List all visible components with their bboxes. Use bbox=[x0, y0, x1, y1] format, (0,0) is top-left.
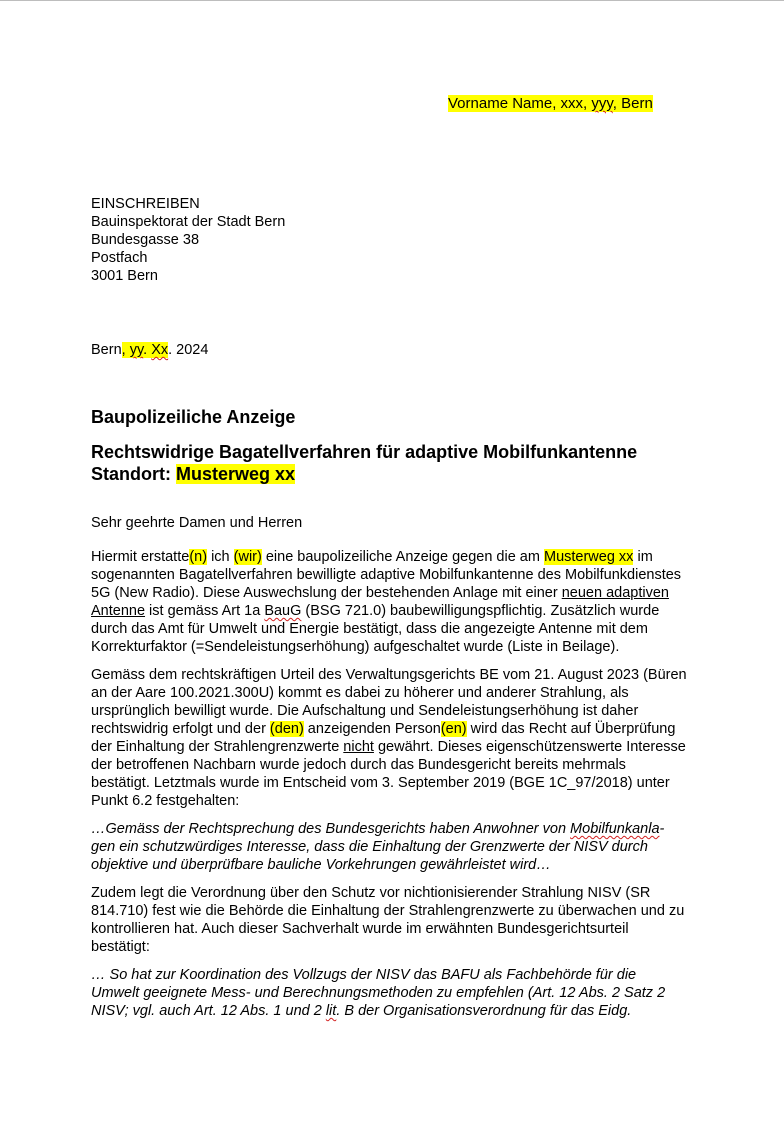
underlined-text: neuen adaptiven bbox=[561, 585, 669, 601]
text-line: an der Aare 100.2021.300U) kommt es dabei zu höherer und anderer Strahlung, als bbox=[91, 685, 629, 701]
recipient-line: Postfach bbox=[91, 250, 148, 266]
text-span: der Einhaltung der Strahlengrenzwerte bbox=[91, 739, 344, 755]
text-span: ich bbox=[207, 549, 234, 565]
text-span: wird das Recht auf Überprüfung bbox=[466, 721, 676, 737]
text-line: bestätigt. Letztmals wurde im Entscheid vom 3. September 2019 (BGE 1C_97/2018) unter bbox=[91, 775, 670, 791]
subject-line: Rechtswidrige Bagatellverfahren für adaptive Mobilfunkantenne bbox=[91, 442, 638, 462]
letter-subject bbox=[91, 441, 731, 485]
date-year: . 2024 bbox=[168, 342, 209, 358]
text-span: - bbox=[659, 821, 665, 837]
text-span: 5G (New Radio). Diese Auswechslung der bestehenden Anlage mit einer bbox=[91, 585, 562, 601]
recipient-line: Bauinspektorat der Stadt Bern bbox=[91, 214, 286, 230]
date-month: Xx bbox=[151, 342, 169, 358]
recipient-address bbox=[91, 195, 285, 285]
text-span: ist gemäss Art 1a bbox=[145, 603, 265, 619]
text-span: gewährt. Dieses eigenschützenswerte Interesse bbox=[373, 739, 686, 755]
underlined-text: nicht bbox=[343, 739, 374, 755]
text-span: Hiermit erstatte bbox=[91, 549, 190, 565]
text-span: . B der Organisationsverordnung für das Eidg. bbox=[336, 1003, 632, 1019]
text-span: …Gemäss der Rechtsprechung des Bundesgerichts haben Anwohner von bbox=[91, 821, 571, 837]
placeholder-highlight: (wir) bbox=[233, 549, 262, 565]
text-line: der betroffenen Nachbarn wurde jedoch durch das Bundesgericht bereits mehrmals bbox=[91, 757, 626, 773]
text-line bbox=[91, 548, 711, 566]
subject-location-line bbox=[91, 463, 731, 485]
spellcheck-word: BauG bbox=[264, 603, 302, 619]
text-line: durch das Amt für Umwelt und Energie bestätigt, dass die angezeigte Antenne mit dem bbox=[91, 621, 648, 637]
text-line: kontrollieren hat. Auch dieser Sachverhalt wurde im erwähnten Bundesgerichtsurteil bbox=[91, 921, 629, 937]
text-line: Umwelt geeignete Mess- und Berechnungsmethoden zu empfehlen (Art. 12 Abs. 2 Satz 2 bbox=[91, 985, 666, 1001]
recipient-line: EINSCHREIBEN bbox=[91, 196, 200, 212]
placeholder-highlight: (n) bbox=[189, 549, 208, 565]
text-line bbox=[91, 720, 711, 738]
paragraph-complaint bbox=[91, 548, 711, 656]
sender-city: , Bern bbox=[612, 95, 653, 112]
text-span: (BSG 721.0) baubewilligungspflichtig. Zusätzlich wurde bbox=[301, 603, 660, 619]
text-line: 814.710) fest wie die Behörde die Einhaltung der Strahlengrenzwerte zu überwachen und zu bbox=[91, 903, 685, 919]
text-line: … So hat zur Koordination des Vollzugs der NISV das BAFU als Fachbehörde für die bbox=[91, 967, 637, 983]
text-line: ursprünglich bewilligt wurde. Die Aufschaltung und Sendeleistungserhöhung ist daher bbox=[91, 703, 639, 719]
date-day: yy bbox=[129, 342, 144, 358]
paragraph-court-ruling bbox=[91, 666, 711, 810]
text-span: anzeigenden Person bbox=[303, 721, 441, 737]
sender-name: Vorname Name, xxx, bbox=[448, 95, 592, 112]
text-line: Gemäss dem rechtskräftigen Urteil des Verwaltungsgerichts BE vom 21. August 2023 (Büren bbox=[91, 667, 687, 683]
underlined-text: Antenne bbox=[91, 603, 146, 619]
letter-date bbox=[91, 341, 208, 359]
text-line bbox=[91, 738, 711, 756]
text-line bbox=[91, 1002, 711, 1020]
placeholder-highlight: (den) bbox=[269, 721, 304, 737]
sender-highlight bbox=[448, 95, 653, 112]
salutation: Sehr geehrte Damen und Herren bbox=[91, 515, 303, 531]
subject-location-label: Standort: bbox=[91, 464, 176, 484]
quote-bafu bbox=[91, 966, 711, 1020]
text-line: bestätigt: bbox=[91, 939, 150, 955]
date-comma: , bbox=[121, 342, 130, 358]
date-placeholder bbox=[122, 342, 168, 358]
text-span: eine baupolizeiliche Anzeige gegen die am bbox=[261, 549, 544, 565]
spellcheck-word: lit bbox=[325, 1003, 337, 1019]
letter-body bbox=[91, 514, 711, 1030]
sender-address bbox=[448, 95, 653, 113]
text-line: sogenannten Bagatellverfahren bewilligte adaptive Mobilfunkantenne des Mobilfunkdienstes bbox=[91, 567, 682, 583]
text-span: NISV; vgl. auch Art. 12 Abs. 1 und 2 bbox=[91, 1003, 326, 1019]
text-line: gen ein schutzwürdiges Interesse, dass die Einhaltung der Grenzwerte der NISV durch bbox=[91, 839, 648, 855]
recipient-line: 3001 Bern bbox=[91, 268, 158, 284]
text-line bbox=[91, 584, 711, 602]
text-line: objektive und überprüfbare bauliche Vorkehrungen gewährleistet wird… bbox=[91, 857, 551, 873]
text-line bbox=[91, 820, 711, 838]
spellcheck-word: Mobilfunkanla bbox=[570, 821, 660, 837]
text-line: Punkt 6.2 festgehalten: bbox=[91, 793, 240, 809]
sender-street-placeholder: yyy bbox=[591, 95, 613, 112]
placeholder-highlight: (en) bbox=[440, 721, 467, 737]
text-line: Korrekturfaktor (=Sendeleistungserhöhung) aufgeschaltet wurde (Liste in Beilage). bbox=[91, 639, 620, 655]
date-place: Bern bbox=[91, 342, 122, 358]
letter-title: Baupolizeiliche Anzeige bbox=[91, 407, 296, 427]
subject-location-value: Musterweg xx bbox=[176, 464, 296, 484]
text-span: im bbox=[633, 549, 653, 565]
text-span: rechtswidrig erfolgt und der bbox=[91, 721, 270, 737]
text-line: Zudem legt die Verordnung über den Schutz vor nichtionisierender Strahlung NISV (SR bbox=[91, 885, 651, 901]
date-dot: . bbox=[143, 342, 152, 358]
text-line bbox=[91, 602, 711, 620]
quote-federal-court bbox=[91, 820, 711, 874]
paragraph-nisv bbox=[91, 884, 711, 956]
location-highlight: Musterweg xx bbox=[543, 549, 634, 565]
recipient-line: Bundesgasse 38 bbox=[91, 232, 200, 248]
